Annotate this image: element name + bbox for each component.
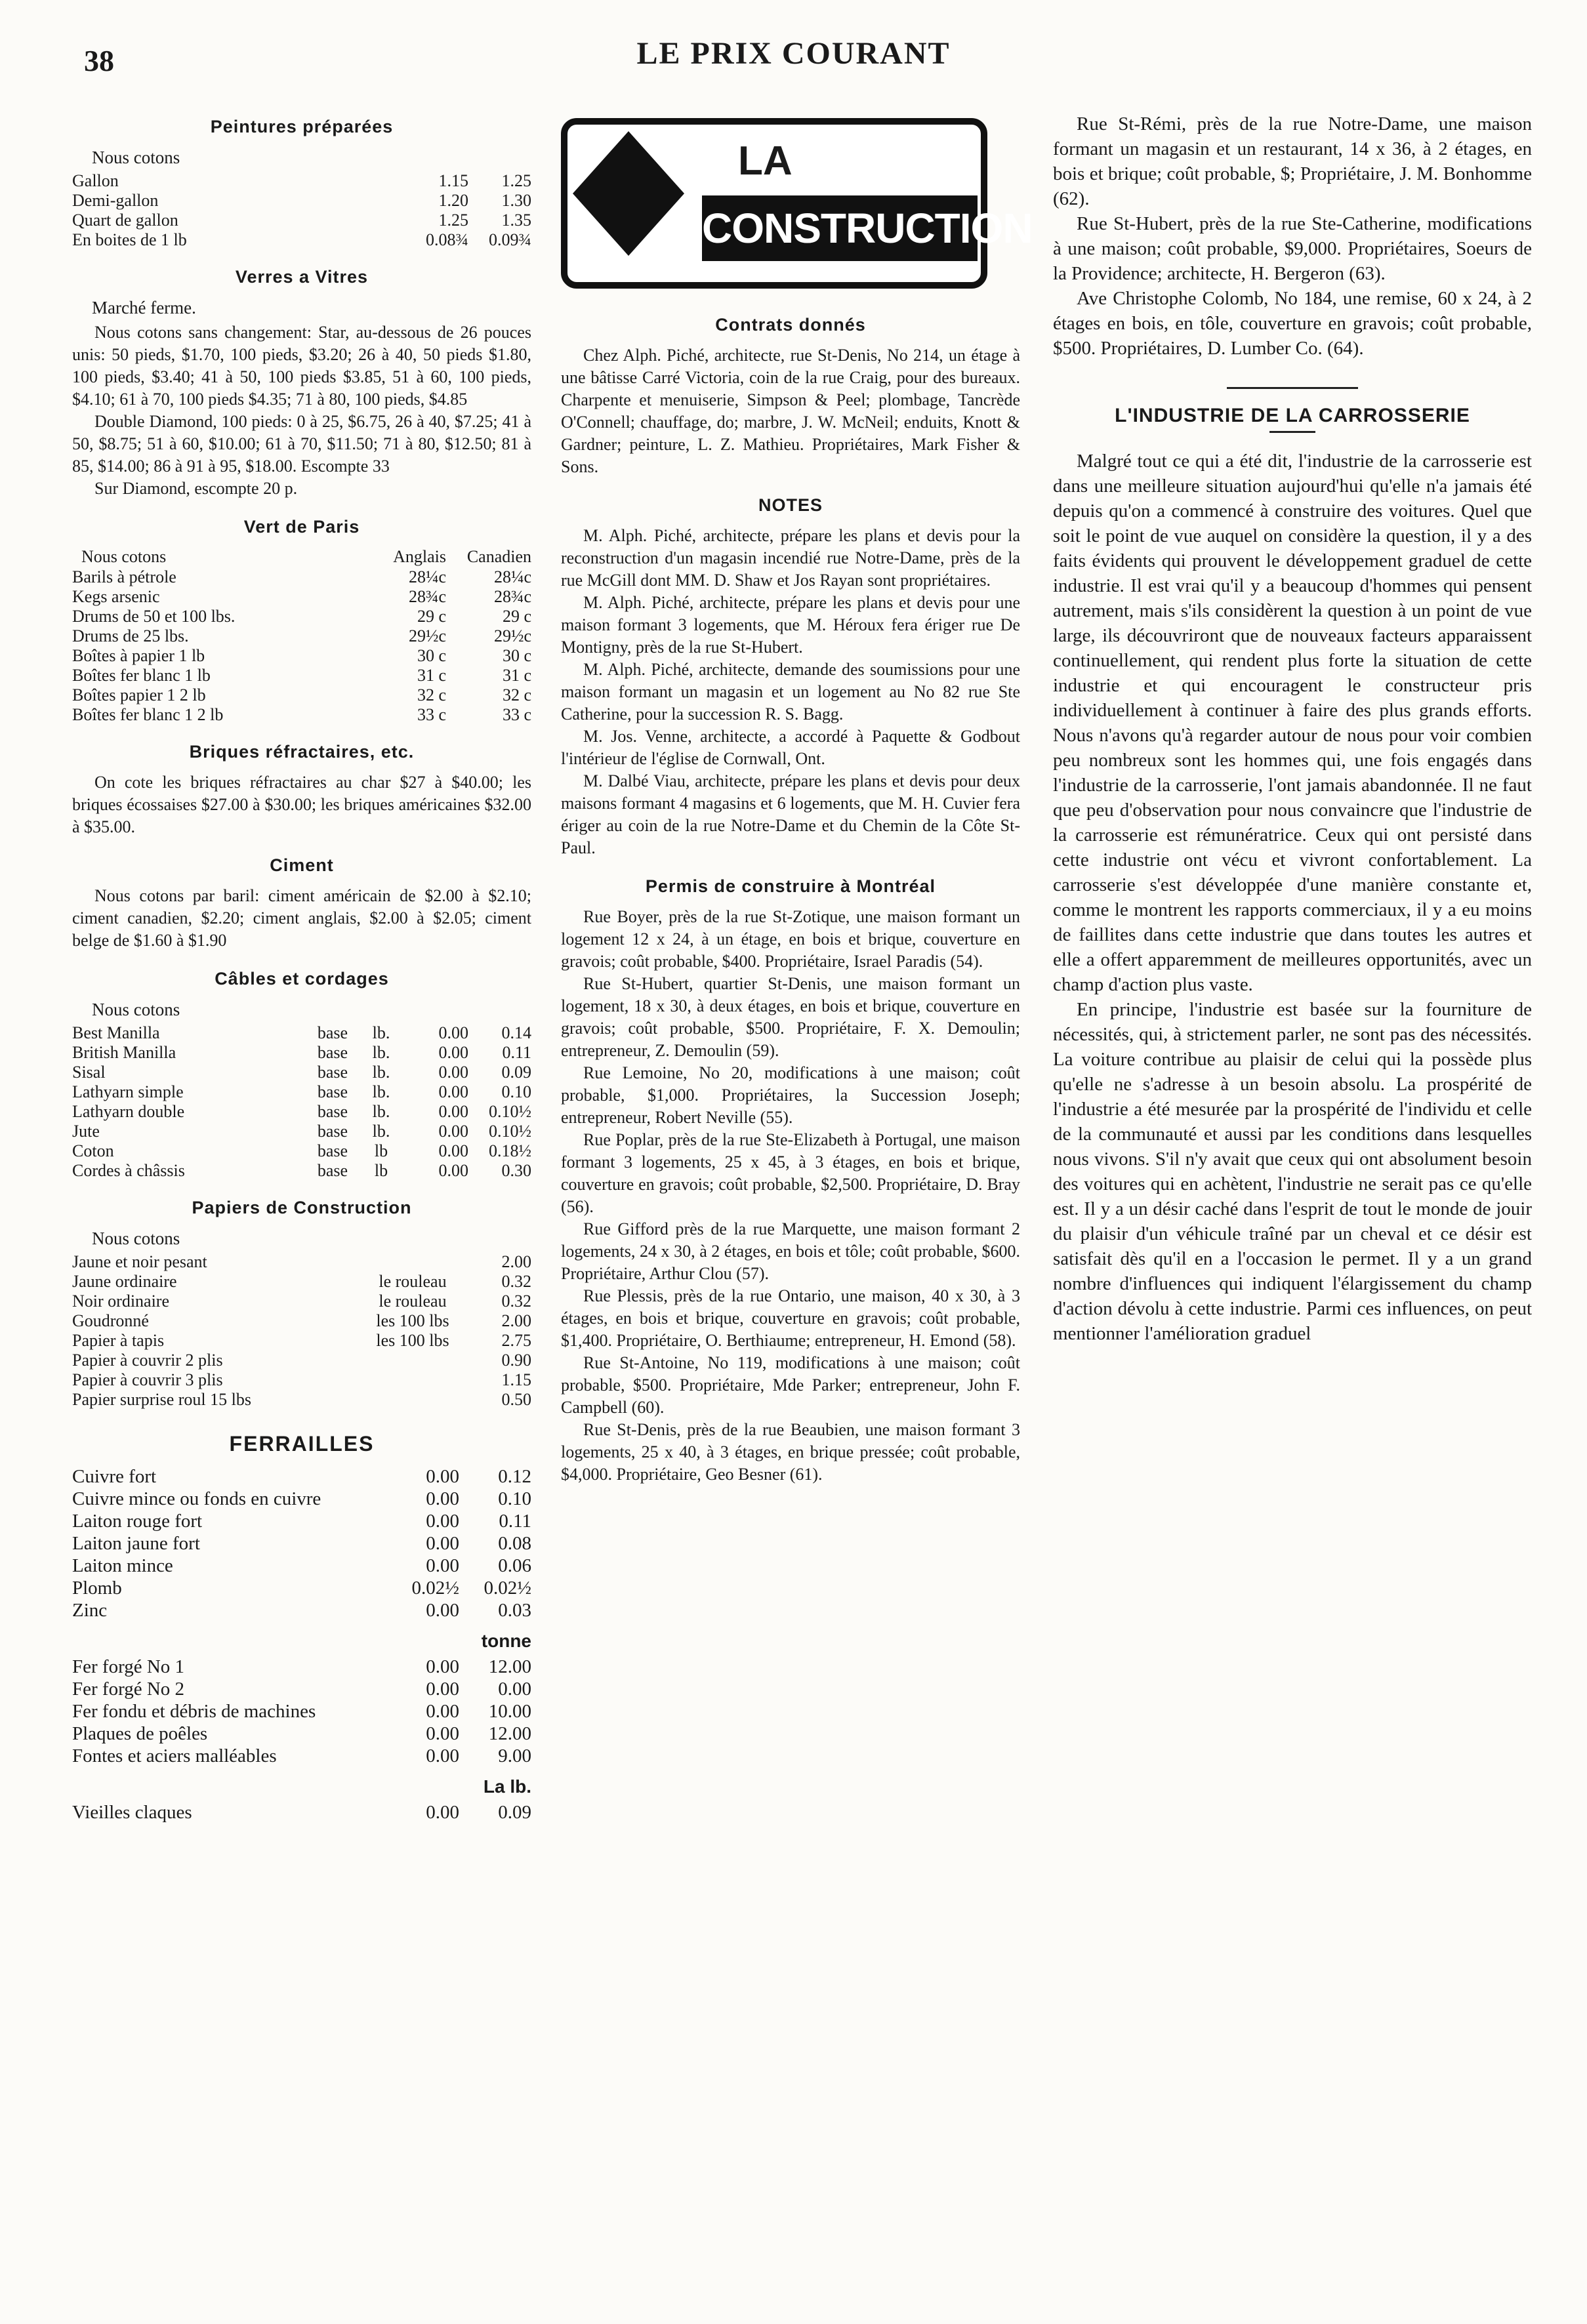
price-row xyxy=(72,1023,531,1043)
item-label: Coton xyxy=(72,1141,114,1160)
price-anglais: 28¼c xyxy=(408,567,446,586)
price-low: 0.08¾ xyxy=(426,230,468,249)
price-canadien: 33 c xyxy=(502,705,531,724)
price: 0.50 xyxy=(501,1390,531,1409)
price-row xyxy=(72,1331,531,1351)
price-row xyxy=(72,211,531,230)
price-high: 0.06 xyxy=(498,1555,531,1576)
item-label: Drums de 50 et 100 lbs. xyxy=(72,607,236,626)
price-high: 10.00 xyxy=(488,1701,531,1722)
item-label: Laiton jaune fort xyxy=(72,1533,200,1554)
price-low: 1.20 xyxy=(438,191,468,210)
price-row xyxy=(72,1488,531,1510)
note-paragraph: M. Alph. Piché, architecte, demande des soumissions pour une maison formant un magasin et un logement au No 82 rue Ste Catherine, pour la succession R. S. Bagg. xyxy=(561,660,1020,724)
section-heading-papiers: Papiers de Construction xyxy=(192,1198,412,1217)
price-canadien: 29 c xyxy=(502,607,531,626)
price-high: 0.10½ xyxy=(489,1102,531,1121)
item-label: Sisal xyxy=(72,1063,106,1082)
price-row xyxy=(72,1801,531,1824)
section-heading-cables: Câbles et cordages xyxy=(215,969,389,989)
price-list-vert xyxy=(72,567,531,725)
note-paragraph: M. Jos. Venne, architecte, a accordé à Paquette & Godbout l'intérieur de l'église de Cornwall, Ont. xyxy=(561,727,1020,768)
logo-text-construction: CONSTRUCTION xyxy=(702,195,978,261)
item-label: Best Manilla xyxy=(72,1023,160,1042)
price-low: 1.15 xyxy=(438,171,468,190)
price-low: 0.00 xyxy=(426,1679,459,1700)
section-intro: Nous cotons xyxy=(92,1000,180,1019)
price-high: 12.00 xyxy=(488,1656,531,1677)
price-canadien: 28¼c xyxy=(493,567,531,586)
paragraph: Nous cotons par baril: ciment américain de $2.00 à $2.10; ciment canadien, $2.20; ciment anglais, $2.00 à $2.05; ciment belge de $1.60 à $1.90 xyxy=(72,886,531,950)
unit-label xyxy=(357,1370,468,1390)
price-row xyxy=(72,646,531,666)
price-anglais: 32 c xyxy=(417,685,446,704)
permit-entry: Rue Poplar, près de la rue Ste-Elizabeth à Portugal, une maison formant 3 logements, 25 x 45, à 3 étages, en bois et brique, couverture en gravois; coût probable, $2,500. Propriétaire, D. Bray (56). xyxy=(561,1130,1020,1216)
item-label: Plaques de poêles xyxy=(72,1723,208,1744)
item-label: Fer forgé No 1 xyxy=(72,1656,185,1677)
paragraph: Chez Alph. Piché, architecte, rue St-Denis, No 214, un étage à une bâtisse Carré Victoria, coin de la rue Craig, pour des bureaux. Charpente et menuiserie, Simpson & Peel; plombage, Tancrède O'Connell; chauffage, do; marbre, J. W. McNeil; enduits, Knott & Gardner; peinture, L. Z. Mathieu. Propriétaires, Mark Fisher & Sons. xyxy=(561,346,1020,476)
price-row xyxy=(72,1351,531,1370)
price-low: 0.02½ xyxy=(411,1578,459,1599)
price-list-peintures xyxy=(72,171,531,250)
price-list-ferrailles xyxy=(72,1465,531,1621)
price-row xyxy=(72,230,531,250)
item-label: Noir ordinaire xyxy=(72,1292,170,1311)
section-heading-verres: Verres a Vitres xyxy=(235,267,369,287)
price-high: 0.11 xyxy=(502,1043,531,1062)
unit-label xyxy=(357,1252,468,1272)
price-anglais: 33 c xyxy=(417,705,446,724)
item-label: Papier à couvrir 2 plis xyxy=(72,1351,223,1370)
section-heading-ciment: Ciment xyxy=(270,855,334,875)
item-label: Vieilles claques xyxy=(72,1802,192,1823)
price-row xyxy=(72,1510,531,1532)
price-low: 0.00 xyxy=(426,1555,459,1576)
paragraph: On cote les briques réfractaires au char $27 à $40.00; les briques écossaises $27.00 à $30.00; les briques américaines $32.00 à $35.00. xyxy=(72,773,531,836)
item-label: Demi-gallon xyxy=(72,191,159,210)
item-label: Fer fondu et débris de machines xyxy=(72,1701,316,1722)
base-label: base xyxy=(317,1043,348,1062)
notes-list xyxy=(561,525,1020,859)
unit-label: tonne xyxy=(481,1631,531,1651)
price-high: 0.08 xyxy=(498,1533,531,1554)
price-row xyxy=(72,626,531,646)
price-row xyxy=(72,1465,531,1488)
price-low: 0.00 xyxy=(438,1063,468,1082)
price-row xyxy=(72,1252,531,1272)
price-low: 0.00 xyxy=(438,1161,468,1180)
price-row xyxy=(72,191,531,211)
column-prices xyxy=(72,112,531,1824)
unit-label: lb. xyxy=(372,1043,390,1062)
article-paragraph: En principe, l'industrie est basée sur la fourniture de nécessités, qui, à strictement parler, ne sont pas des nécessités. La voiture contribue au plaisir de celui qui la possède plus qu'elle ne s'adresse à un besoin absolu. La prospérité de l'industrie a été mesurée par la prospérité de l'individu et celle de la communauté et aussi par les conditions dans lesquelles nous vivons. S'il n'y avait que ceux qui ont absolument besoin des voitures qui en achètent, l'industrie ne serait pas ce qu'elle est. Il y a un désir caché dans l'esprit de tout le monde de jouir du plaisir d'un véhicule traîné par un cheval et ce désir est satisfait dès qu'il en a l'occasion le permet. Il y a un grand nombre d'influences qui indiquent l'élargissement du champ d'action dévolu à cette industrie. Parmi ces influences, on peut mentionner l'amélioration graduel xyxy=(1053,999,1532,1344)
note-paragraph: M. Alph. Piché, architecte, prépare les plans et devis pour une maison formant 3 logements, que M. Héroux fera ériger rue De Montigny, près de la rue St-Hubert. xyxy=(561,593,1020,657)
price-row xyxy=(72,1102,531,1122)
article-heading: L'INDUSTRIE DE LA CARROSSERIE xyxy=(1115,405,1470,426)
unit-label: les 100 lbs xyxy=(376,1331,449,1350)
section-heading-notes: NOTES xyxy=(758,495,823,515)
item-label: Drums de 25 lbs. xyxy=(72,626,189,645)
permit-entry: Rue Plessis, près de la rue Ontario, une maison, 40 x 30, à 3 étages, en bois et brique, couverture en gravois; coût probable, $1,400. Propriétaire, O. Berthiaume; entrepreneur, H. Emond (58). xyxy=(561,1286,1020,1350)
price-anglais: 31 c xyxy=(417,666,446,685)
item-label: Jaune et noir pesant xyxy=(72,1252,207,1271)
price-low: 0.00 xyxy=(426,1802,459,1823)
item-label: Papier à tapis xyxy=(72,1331,165,1350)
item-label: Laiton rouge fort xyxy=(72,1511,203,1532)
price-high: 0.12 xyxy=(498,1466,531,1487)
price-row xyxy=(72,666,531,685)
item-label: Cordes à châssis xyxy=(72,1161,185,1180)
price-high: 0.14 xyxy=(501,1023,531,1042)
unit-label: lb xyxy=(374,1141,388,1160)
base-label: base xyxy=(317,1102,348,1121)
price-high: 1.30 xyxy=(501,191,531,210)
unit-label: lb. xyxy=(372,1122,390,1141)
price-list-papiers xyxy=(72,1252,531,1410)
price-high: 0.02½ xyxy=(484,1578,531,1599)
item-label: Plomb xyxy=(72,1578,122,1599)
permis-list xyxy=(561,906,1020,1486)
item-label: Cuivre mince ou fonds en cuivre xyxy=(72,1488,321,1509)
item-label: Gallon xyxy=(72,171,119,190)
unit-label: lb. xyxy=(372,1063,390,1082)
price-row xyxy=(72,1161,531,1181)
price-high: 12.00 xyxy=(488,1723,531,1744)
price: 2.00 xyxy=(501,1252,531,1271)
column-construction xyxy=(561,112,1033,1486)
price-list-ferrailles-tonne xyxy=(72,1656,531,1767)
section-heading-permis: Permis de construire à Montréal xyxy=(645,876,936,896)
paragraph: Sur Diamond, escompte 20 p. xyxy=(94,479,298,498)
permit-entry: Rue Lemoine, No 20, modifications à une maison; coût probable, $1,000. Propriétaires, la Succession Joseph; entrepreneur, Robert Neville (55). xyxy=(561,1063,1020,1127)
price-high: 1.35 xyxy=(501,211,531,230)
price-row xyxy=(72,1122,531,1141)
base-label: base xyxy=(317,1161,348,1180)
section-intro: Nous cotons xyxy=(81,547,167,566)
price: 2.75 xyxy=(501,1331,531,1350)
price-row xyxy=(72,1082,531,1102)
price-low: 0.00 xyxy=(426,1533,459,1554)
unit-label: lb. xyxy=(372,1102,390,1121)
price-high: 0.09 xyxy=(501,1063,531,1082)
item-label: En boites de 1 lb xyxy=(72,230,187,249)
price-row xyxy=(72,1599,531,1621)
price-low: 0.00 xyxy=(438,1141,468,1160)
logo-text-la: LA xyxy=(738,138,793,184)
section-heading-peintures: Peintures préparées xyxy=(210,117,394,136)
price-canadien: 30 c xyxy=(502,646,531,665)
price-low: 0.00 xyxy=(426,1745,459,1766)
permit-entry: Rue Boyer, près de la rue St-Zotique, une maison formant un logement 12 x 24, à un étage, en bois et brique, couverture en gravois; coût probable, $400. Propriétaire, Israel Paradis (54). xyxy=(561,907,1020,971)
la-construction-logo xyxy=(561,112,1033,289)
permit-entry: Ave Christophe Colomb, No 184, une remise, 60 x 24, à 2 étages en bois, en tôle, couverture en gravois; coût probable, $500. Propriétaires, D. Lumber Co. (64). xyxy=(1053,288,1532,359)
item-label: British Manilla xyxy=(72,1043,176,1062)
unit-label: lb. xyxy=(372,1082,390,1101)
base-label: base xyxy=(317,1122,348,1141)
price-row xyxy=(72,1292,531,1311)
price-anglais: 28¾c xyxy=(408,587,446,606)
item-label: Boîtes papier 1 2 lb xyxy=(72,685,206,704)
price-low: 1.25 xyxy=(438,211,468,230)
page-number: 38 xyxy=(84,44,114,77)
masthead-title: LE PRIX COURANT xyxy=(636,36,951,71)
item-label: Fontes et aciers malléables xyxy=(72,1745,277,1766)
price-high: 0.10 xyxy=(498,1488,531,1509)
item-label: Cuivre fort xyxy=(72,1466,157,1487)
price-canadien: 32 c xyxy=(502,685,531,704)
permit-entry: Rue Gifford près de la rue Marquette, une maison formant 2 logements, 24 x 30, à 2 étages, en bois et tôle; coût probable, $600. Propriétaire, Arthur Clou (57). xyxy=(561,1219,1020,1283)
item-label: Lathyarn simple xyxy=(72,1082,184,1101)
price-row xyxy=(72,1555,531,1577)
column-header: Canadien xyxy=(466,547,531,566)
price-row xyxy=(72,1370,531,1390)
section-intro: Nous cotons xyxy=(92,1229,180,1248)
column-header: Anglais xyxy=(393,547,446,566)
price: 0.32 xyxy=(501,1292,531,1311)
price-low: 0.00 xyxy=(426,1656,459,1677)
base-label: base xyxy=(317,1023,348,1042)
price-row xyxy=(72,1311,531,1331)
item-label: Jute xyxy=(72,1122,100,1141)
item-label: Barils à pétrole xyxy=(72,567,176,586)
price-anglais: 29½c xyxy=(408,626,446,645)
base-label: base xyxy=(317,1082,348,1101)
price-row xyxy=(72,1141,531,1161)
permit-entry: Rue St-Denis, près de la rue Beaubien, une maison formant 3 logements, 25 x 40, à 3 étages, en brique pressée; coût probable, $4,000. Propriétaire, Geo Besner (61). xyxy=(561,1420,1020,1484)
price-low: 0.00 xyxy=(438,1102,468,1121)
price-low: 0.00 xyxy=(438,1122,468,1141)
price-high: 0.11 xyxy=(499,1511,531,1532)
unit-label: le rouleau xyxy=(379,1292,447,1311)
section-heading-vert: Vert de Paris xyxy=(243,517,360,537)
price-high: 0.03 xyxy=(498,1600,531,1621)
price-row xyxy=(72,1577,531,1599)
base-label: base xyxy=(317,1141,348,1160)
price-high: 0.18½ xyxy=(489,1141,531,1160)
paragraph: Nous cotons sans changement: Star, au-dessous de 26 pouces unis: 50 pieds, $1.70, 100 pieds, $3.20; 26 à 40, 50 pieds $1.80, 100 pieds, $3.40; 41 à 50, 100 pieds $3.85, 51 à 60, 100 pieds, $4.10; 61 à 70, 100 pieds $4.35; 71 à 80, 100 pieds, $4.85 xyxy=(72,323,531,409)
item-label: Laiton mince xyxy=(72,1555,173,1576)
price-row xyxy=(72,1390,531,1410)
item-label: Papier à couvrir 3 plis xyxy=(72,1370,223,1389)
section-heading-ferrailles: FERRAILLES xyxy=(229,1432,375,1456)
paragraph: Double Diamond, 100 pieds: 0 à 25, $6.75, 26 à 40, $7.25; 41 à 50, $8.75; 51 à 60, $10.00; 61 à 70, $11.50; 71 à 80, $12.50; 81 à 85, $14.00; 86 à 91 à 95, $18.00. Escompte 33 xyxy=(72,412,531,476)
item-label: Papier surprise roul 15 lbs xyxy=(72,1390,251,1409)
price-low: 0.00 xyxy=(426,1723,459,1744)
item-label: Lathyarn double xyxy=(72,1102,185,1121)
price-row xyxy=(72,1272,531,1292)
price-list-ferrailles-lb xyxy=(72,1801,531,1824)
item-label: Boîtes à papier 1 lb xyxy=(72,646,205,665)
column-article xyxy=(1053,112,1532,1346)
price-row xyxy=(72,705,531,725)
price-low: 0.00 xyxy=(438,1082,468,1101)
price-row xyxy=(72,1678,531,1700)
item-label: Jaune ordinaire xyxy=(72,1272,177,1291)
section-heading-briques: Briques réfractaires, etc. xyxy=(189,742,415,762)
price-low: 0.00 xyxy=(426,1511,459,1532)
item-label: Boîtes fer blanc 1 lb xyxy=(72,666,211,685)
price-high: 9.00 xyxy=(498,1745,531,1766)
permis-list-continued xyxy=(1053,112,1532,361)
unit-label: lb xyxy=(374,1161,388,1180)
unit-label: La lb. xyxy=(483,1776,531,1797)
price-low: 0.00 xyxy=(438,1023,468,1042)
item-label: Goudronné xyxy=(72,1311,149,1330)
price-list-cables xyxy=(72,1023,531,1181)
price-low: 0.00 xyxy=(438,1043,468,1062)
price-low: 0.00 xyxy=(426,1600,459,1621)
section-heading-contrats: Contrats donnés xyxy=(715,315,866,335)
price-row xyxy=(72,607,531,626)
base-label: base xyxy=(317,1063,348,1082)
article-paragraph: Malgré tout ce qui a été dit, l'industrie de la carrosserie est dans une meilleure situation aujourd'hui qu'elle n'a jamais été depuis qu'on a commencé à construire des voitures. Quel que soit le point de vue auquel on considère la question, il y a des faits évidents qui prouvent le développement graduel de cette industrie. Il est vrai qu'il y a beaucoup d'hommes qui pensent autrement, mais s'ils considèrent la question à un point de vue large, ils découvriront que de nouveaux facteurs apparaissent continuellement, qui rendent plus forte la situation de cette industrie et qui encouragent le constructeur pris individuellement à continuer à faire des plus grands efforts. Nous n'avons qu'à regarder autour de nous pour voir combien peu nombreux sont les hommes qui, une fois engagés dans l'industrie de la carrosserie, l'ont jamais abandonnée. Il ne faut que peu d'observation pour nous convaincre que l'industrie de la carrosserie est rémunératrice. Ceux qui ont persisté dans cette industrie ont vécu et vivront confortablement. La carrosserie s'est développée d'une manière constante et, comme le montrent les rapports commerciaux, il y a eu moins de faillites dans cette industrie que dans toutes les autres et elle a offert apparemment de meilleures opportunités, avec un champ d'action plus vaste. xyxy=(1053,451,1532,995)
price: 2.00 xyxy=(501,1311,531,1330)
price-canadien: 29½c xyxy=(493,626,531,645)
price-canadien: 31 c xyxy=(502,666,531,685)
unit-label: les 100 lbs xyxy=(376,1311,449,1330)
price-row xyxy=(72,1700,531,1723)
price-column-headers xyxy=(72,546,531,567)
price-high: 0.00 xyxy=(498,1679,531,1700)
article-body xyxy=(1053,449,1532,1346)
price-row xyxy=(72,587,531,607)
price-row xyxy=(72,1656,531,1678)
price-row xyxy=(72,1745,531,1767)
permit-entry: Rue St-Antoine, No 119, modifications à une maison; coût probable, $500. Propriétaire, Mde Parker; entrepreneur, John F. Campbell (60). xyxy=(561,1353,1020,1417)
price-row xyxy=(72,171,531,191)
permit-entry: Rue St-Rémi, près de la rue Notre-Dame, une maison formant un magasin et un restaurant, 14 x 36, à 2 étages, en bois et brique; coût probable, $; Propriétaire, J. M. Bonhomme (62). xyxy=(1053,113,1532,209)
price-high: 0.10 xyxy=(501,1082,531,1101)
permit-entry: Rue St-Hubert, quartier St-Denis, une maison formant un logement, 18 x 30, à deux étages, en bois et brique, couverture en gravois; coût probable, $500. Propriétaire, F. X. Demoulin; entrepreneur, Z. Demoulin (59). xyxy=(561,974,1020,1060)
item-label: Zinc xyxy=(72,1600,108,1621)
item-label: Kegs arsenic xyxy=(72,587,160,606)
price-low: 0.00 xyxy=(426,1488,459,1509)
price-row xyxy=(72,1063,531,1082)
price: 0.90 xyxy=(501,1351,531,1370)
note-paragraph: M. Dalbé Viau, architecte, prépare les plans et devis pour deux maisons formant 4 magasins et 6 logements, que M. H. Cuvier fera ériger au coin de la rue Notre-Dame et du Chemin de la Côte St-Paul. xyxy=(561,771,1020,857)
price: 0.32 xyxy=(501,1272,531,1291)
section-intro: Nous cotons xyxy=(92,148,180,167)
price-row xyxy=(72,567,531,587)
price-canadien: 28¾c xyxy=(493,587,531,606)
price-anglais: 30 c xyxy=(417,646,446,665)
item-label: Boîtes fer blanc 1 2 lb xyxy=(72,705,224,724)
permit-entry: Rue St-Hubert, près de la rue Ste-Catherine, modifications à une maison; coût probable, $9,000. Propriétaires, Soeurs de la Providence; architecte, H. Bergeron (63). xyxy=(1053,213,1532,284)
item-label: Fer forgé No 2 xyxy=(72,1679,185,1700)
price-row xyxy=(72,685,531,705)
unit-label: le rouleau xyxy=(379,1272,447,1291)
price-low: 0.00 xyxy=(426,1466,459,1487)
item-label: Quart de gallon xyxy=(72,211,178,230)
price-row xyxy=(72,1532,531,1555)
price-row xyxy=(72,1723,531,1745)
price-high: 0.10½ xyxy=(489,1122,531,1141)
price-anglais: 29 c xyxy=(417,607,446,626)
price-low: 0.00 xyxy=(426,1701,459,1722)
note-paragraph: M. Alph. Piché, architecte, prépare les plans et devis pour la reconstruction d'un magasin incendié rue Notre-Dame, près de la rue McGill dont MM. D. Shaw et Jos Rayan sont propriétaires. xyxy=(561,526,1020,590)
price-high: 1.25 xyxy=(501,171,531,190)
section-intro: Marché ferme. xyxy=(92,298,196,317)
price-high: 0.30 xyxy=(501,1161,531,1180)
divider xyxy=(1269,431,1315,433)
price-row xyxy=(72,1043,531,1063)
price-high: 0.09 xyxy=(498,1802,531,1823)
unit-label xyxy=(357,1351,468,1370)
price-high: 0.09¾ xyxy=(489,230,531,249)
divider xyxy=(1227,387,1358,389)
unit-label: lb. xyxy=(372,1023,390,1042)
unit-label xyxy=(357,1390,468,1410)
price: 1.15 xyxy=(501,1370,531,1389)
